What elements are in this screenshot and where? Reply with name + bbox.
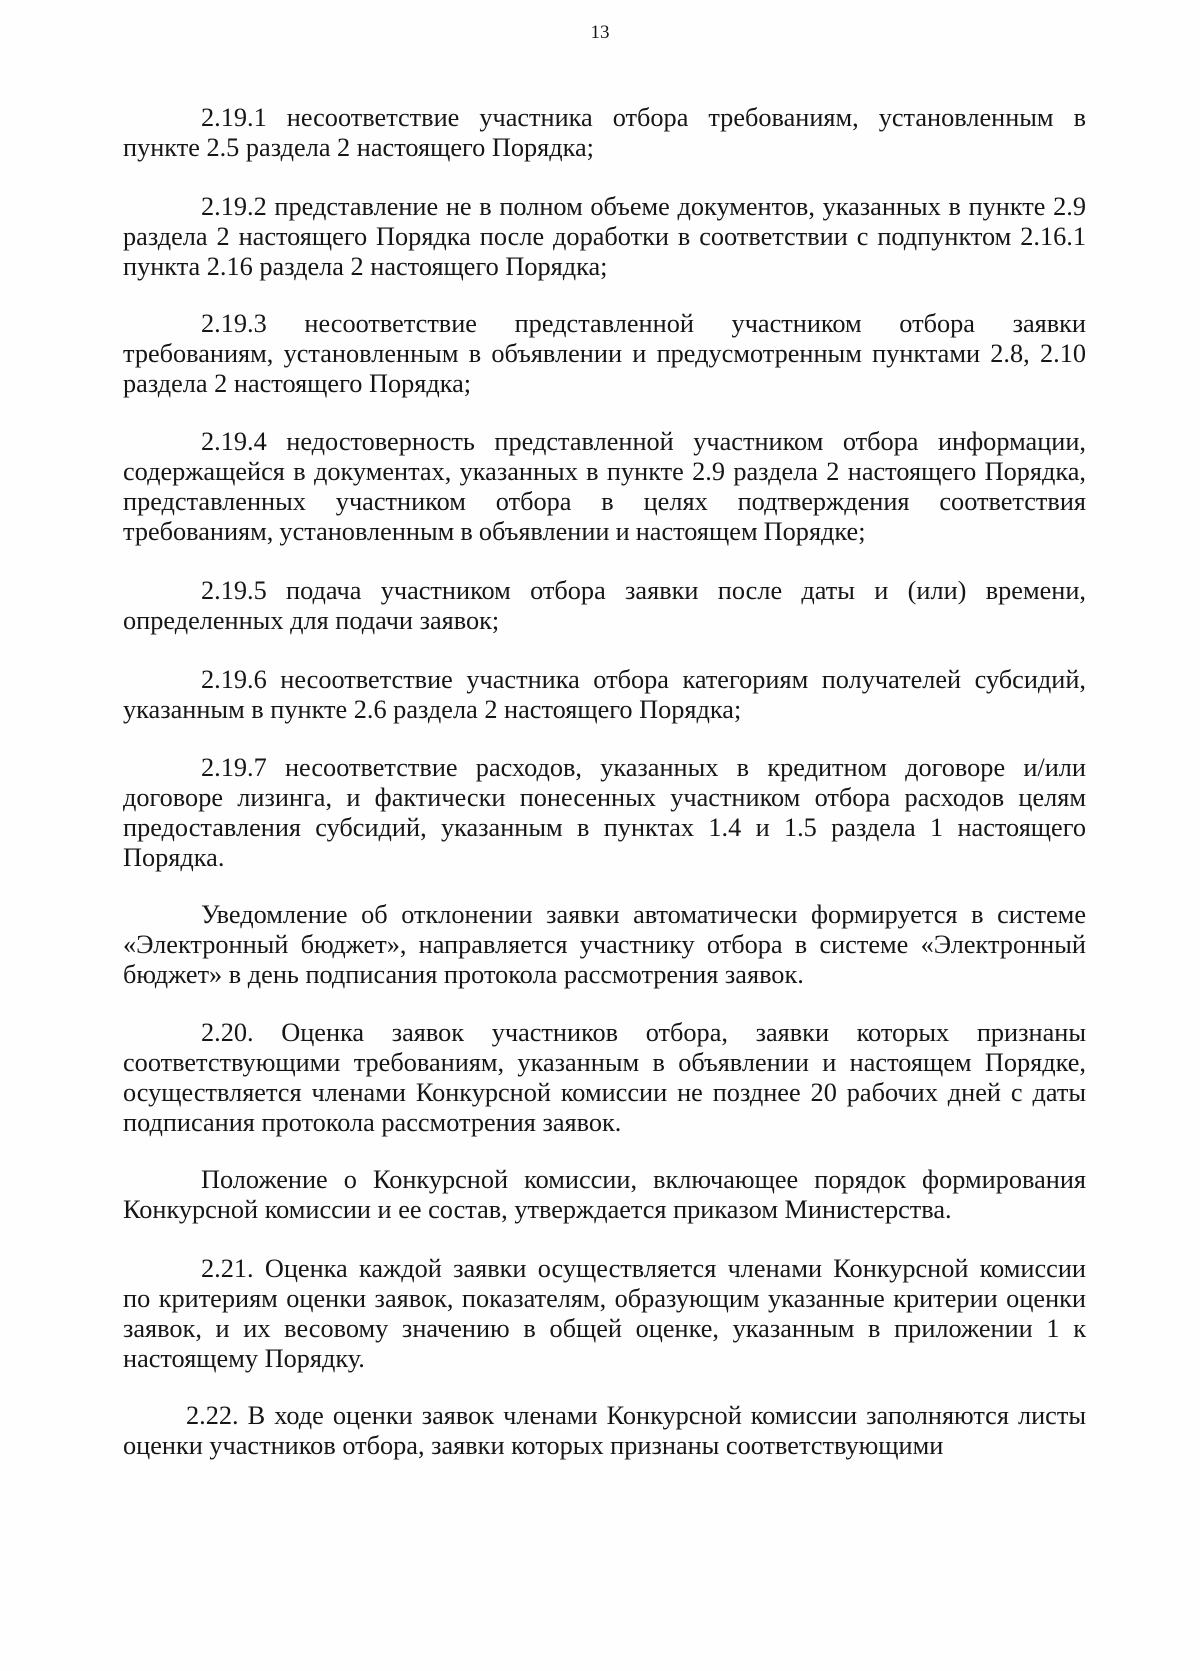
paragraph-2-21: 2.21. Оценка каждой заявки осуществляется членами Конкурсной комиссии по критериям оценки заявок, показателям, образующим указанные критерии оценки заявок, и их весовому значению в общей оценке, указанным в приложении 1 к настоящему Порядку. bbox=[123, 1254, 1086, 1373]
paragraph-2-19-2: 2.19.2 представление не в полном объеме документов, указанных в пункте 2.9 раздела 2 настоящего Порядка после доработки в соответствии с подпунктом 2.16.1 пункта 2.16 раздела 2 настоящего Порядка; bbox=[123, 192, 1086, 281]
paragraph-commission-regulation: Положение о Конкурсной комиссии, включающее порядок формирования Конкурсной комиссии и ее состав, утверждается приказом Министерства. bbox=[123, 1165, 1086, 1224]
paragraph-rejection-notice: Уведомление об отклонении заявки автоматически формируется в системе «Электронный бюджет», направляется участнику отбора в системе «Электронный бюджет» в день подписания протокола рассмотрения заявок. bbox=[123, 900, 1086, 989]
paragraph-2-19-6: 2.19.6 несоответствие участника отбора категориям получателей субсидий, указанным в пункте 2.6 раздела 2 настоящего Порядка; bbox=[123, 665, 1086, 724]
paragraph-2-19-3: 2.19.3 несоответствие представленной участником отбора заявки требованиям, установленным в объявлении и предусмотренным пунктами 2.8, 2.10 раздела 2 настоящего Порядка; bbox=[123, 309, 1086, 398]
paragraph-2-19-1: 2.19.1 несоответствие участника отбора требованиям, установленным в пункте 2.5 раздела 2 настоящего Порядка; bbox=[123, 103, 1086, 162]
paragraph-2-20: 2.20. Оценка заявок участников отбора, заявки которых признаны соответствующими требованиям, указанным в объявлении и настоящем Порядке, осуществляется членами Конкурсной комиссии не позднее 20 рабочих дней с даты подписания протокола рассмотрения заявок. bbox=[123, 1018, 1086, 1137]
paragraph-2-19-5: 2.19.5 подача участником отбора заявки после даты и (или) времени, определенных для подачи заявок; bbox=[123, 576, 1086, 635]
paragraph-2-19-7: 2.19.7 несоответствие расходов, указанных в кредитном договоре и/или договоре лизинга, и фактически понесенных участником отбора расходов целям предоставления субсидий, указанным в пунктах 1.4 и 1.5 раздела 1 настоящего Порядка. bbox=[123, 753, 1086, 872]
page-number: 13 bbox=[590, 22, 610, 43]
paragraph-2-19-4: 2.19.4 недостоверность представленной участником отбора информации, содержащейся в документах, указанных в пункте 2.9 раздела 2 настоящего Порядка, представленных участником отбора в целях подтверждения соответствия требованиям, установленным в объявлении и настоящем Порядке; bbox=[123, 427, 1086, 546]
paragraph-2-22: 2.22. В ходе оценки заявок членами Конкурсной комиссии заполняются листы оценки участников отбора, заявки которых признаны соответствующими bbox=[123, 1401, 1086, 1460]
